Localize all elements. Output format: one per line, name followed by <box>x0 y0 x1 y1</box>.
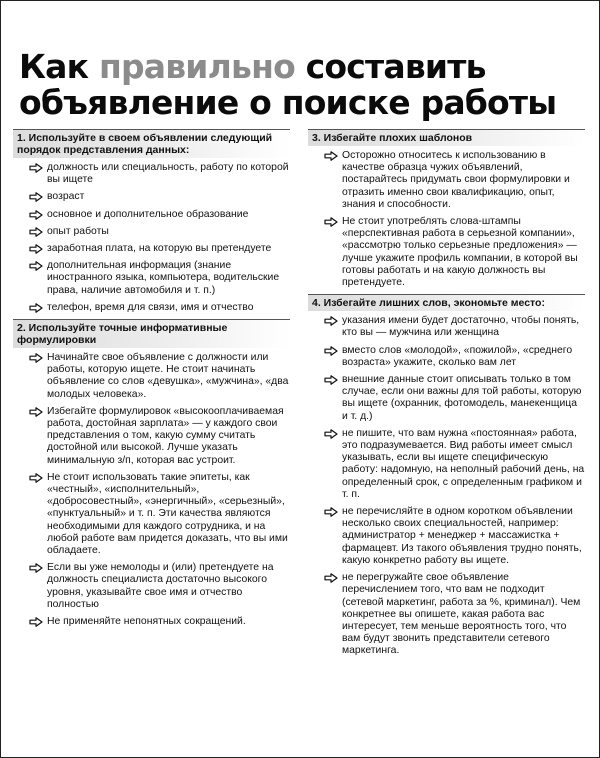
article-title <box>19 49 585 121</box>
list-item-text: не пишите, что вам нужна «постоянная» работа, это подразумевается. Вид работы имеет смысл указывать, если вы ищете специфическую работу: надомную, на неполный рабочий день, на определенный срок, с определенным графиком и т. п. <box>342 427 585 500</box>
list-item <box>13 191 290 203</box>
arrow-right-icon <box>29 303 43 313</box>
title-part1: Как <box>19 47 99 86</box>
list-item <box>13 226 290 238</box>
list-item <box>308 345 585 369</box>
section-4-heading: 4. Избегайте лишних слов, экономьте место: <box>308 294 585 311</box>
list-item-text: Начинайте свое объявление с должности или работы, которую ищете. Не стоит начинать объявление со слов «девушка», «мужчина», «два молодых человека». <box>47 352 289 400</box>
list-item <box>308 150 585 211</box>
arrow-right-icon <box>29 617 43 627</box>
list-item-text: Осторожно относитесь к использованию в качестве образца чужих объявлений, постарайтесь придумать свои формулировки и отразить именно свои квалификацию, опыт, знания и способности. <box>342 150 570 210</box>
section-4 <box>308 294 585 657</box>
arrow-right-icon <box>324 507 338 517</box>
list-item-text: Не стоит употреблять слова-штампы «перспективная работа в серьезной компании», «рассмотрю только серьезные предложения» — лучше укажите профиль компании, в которой вы готовы работать и на какую должность вы претендуете. <box>342 216 578 289</box>
list-item <box>13 243 290 255</box>
list-item <box>13 472 290 557</box>
list-item-text: внешние данные стоит описывать только в том случае, если они важны для той работы, которую вы ищете (охранник, фотомодель, манекенщица и т. д.) <box>342 374 582 422</box>
section-2-heading: 2. Используйте точные информативные формулировки <box>13 319 290 348</box>
list-item <box>13 406 290 467</box>
list-item-text: должность или специальность, работу по которой вы ищете <box>47 162 289 186</box>
columns <box>13 129 585 663</box>
section-1-list <box>13 162 290 314</box>
list-item-text: Не стоит использовать такие эпитеты, как «честный», «исполнительный», «добросовестный», «энергичный», «серьезный», «пунктуальный» и т. п. Эти качества являются необходимыми для каждого сотрудника, и на любой работе вам придется доказать, что вы ими обладаете. <box>47 471 288 557</box>
section-3 <box>308 129 585 289</box>
arrow-right-icon <box>29 353 43 363</box>
list-item-text: Избегайте формулировок «высокооплачиваемая работа, достойная зарплата» — у каждого свои представления о том, какую сумму считать достойной или высокой. Лучше указать минимальную з/п, которая вас устроит. <box>47 405 284 466</box>
list-item <box>308 572 585 657</box>
arrow-right-icon <box>324 151 338 161</box>
arrow-right-icon <box>29 407 43 417</box>
section-2-list <box>13 352 290 628</box>
list-item <box>308 506 585 567</box>
list-item-text: не перечисляйте в одном коротком объявлении несколько своих специальностей, например: администратор + менеджер + массажистка + фармацевт. Из такого объявления трудно понять, какую конкретно работу вы ищете. <box>342 506 582 566</box>
list-item <box>13 302 290 314</box>
right-column <box>308 129 585 663</box>
arrow-right-icon <box>324 573 338 583</box>
list-item-text: дополнительная информация (знание иностранного языка, компьютера, водительские права, наличие автомобиля и т. п.) <box>47 260 280 296</box>
list-item-text: опыт работы <box>47 225 109 237</box>
arrow-right-icon <box>324 375 338 385</box>
title-part2: составить <box>294 47 486 86</box>
list-item <box>308 315 585 339</box>
list-item <box>13 562 290 611</box>
list-item <box>308 374 585 423</box>
list-item <box>13 260 290 297</box>
list-item <box>13 616 290 628</box>
title-accent: правильно <box>98 47 295 86</box>
section-3-list <box>308 150 585 289</box>
section-4-list <box>308 315 585 657</box>
section-1-heading: 1. Используйте в своем объявлении следующий порядок представления данных: <box>13 129 290 158</box>
list-item-text: Если вы уже немолоды и (или) претендуете на должность специалиста достаточно высокого уровня, указывайте свое имя и отчество полностью <box>47 562 274 610</box>
list-item-text: указания имени будет достаточно, чтобы понять, кто вы — мужчина или женщина <box>342 315 580 339</box>
section-1 <box>13 129 290 314</box>
list-item <box>13 162 290 186</box>
list-item <box>13 352 290 401</box>
arrow-right-icon <box>324 346 338 356</box>
arrow-right-icon <box>29 163 43 173</box>
arrow-right-icon <box>29 563 43 573</box>
list-item-text: не перегружайте свое объявление перечислением того, что вам не подходит (сетевой маркетинг, работа за %, криминал). Чем конкретнее вы опишете, какая работа вас интересует, тем меньше вероятность того, что вам будут звонить представители сетевого маркетинга. <box>342 572 581 657</box>
arrow-right-icon <box>29 473 43 483</box>
arrow-right-icon <box>324 316 338 326</box>
list-item-text: заработная плата, на которую вы претендуете <box>47 243 272 255</box>
section-3-heading: 3. Избегайте плохих шаблонов <box>308 129 585 146</box>
left-column <box>13 129 290 663</box>
title-line2: объявление о поиске работы <box>19 83 557 122</box>
list-item-text: возраст <box>47 191 85 203</box>
list-item <box>308 428 585 501</box>
arrow-right-icon <box>29 227 43 237</box>
section-2 <box>13 319 290 628</box>
arrow-right-icon <box>29 244 43 254</box>
arrow-right-icon <box>29 261 43 271</box>
list-item-text: телефон, время для связи, имя и отчество <box>47 301 254 313</box>
arrow-right-icon <box>29 210 43 220</box>
list-item-text: вместо слов «молодой», «пожилой», «среднего возраста» укажите, сколько вам лет <box>342 344 573 368</box>
arrow-right-icon <box>29 192 43 202</box>
arrow-right-icon <box>324 429 338 439</box>
list-item-text: основное и дополнительное образование <box>47 208 249 220</box>
arrow-right-icon <box>324 217 338 227</box>
list-item <box>308 216 585 289</box>
list-item <box>13 209 290 221</box>
list-item-text: Не применяйте непонятных сокращений. <box>47 616 246 628</box>
